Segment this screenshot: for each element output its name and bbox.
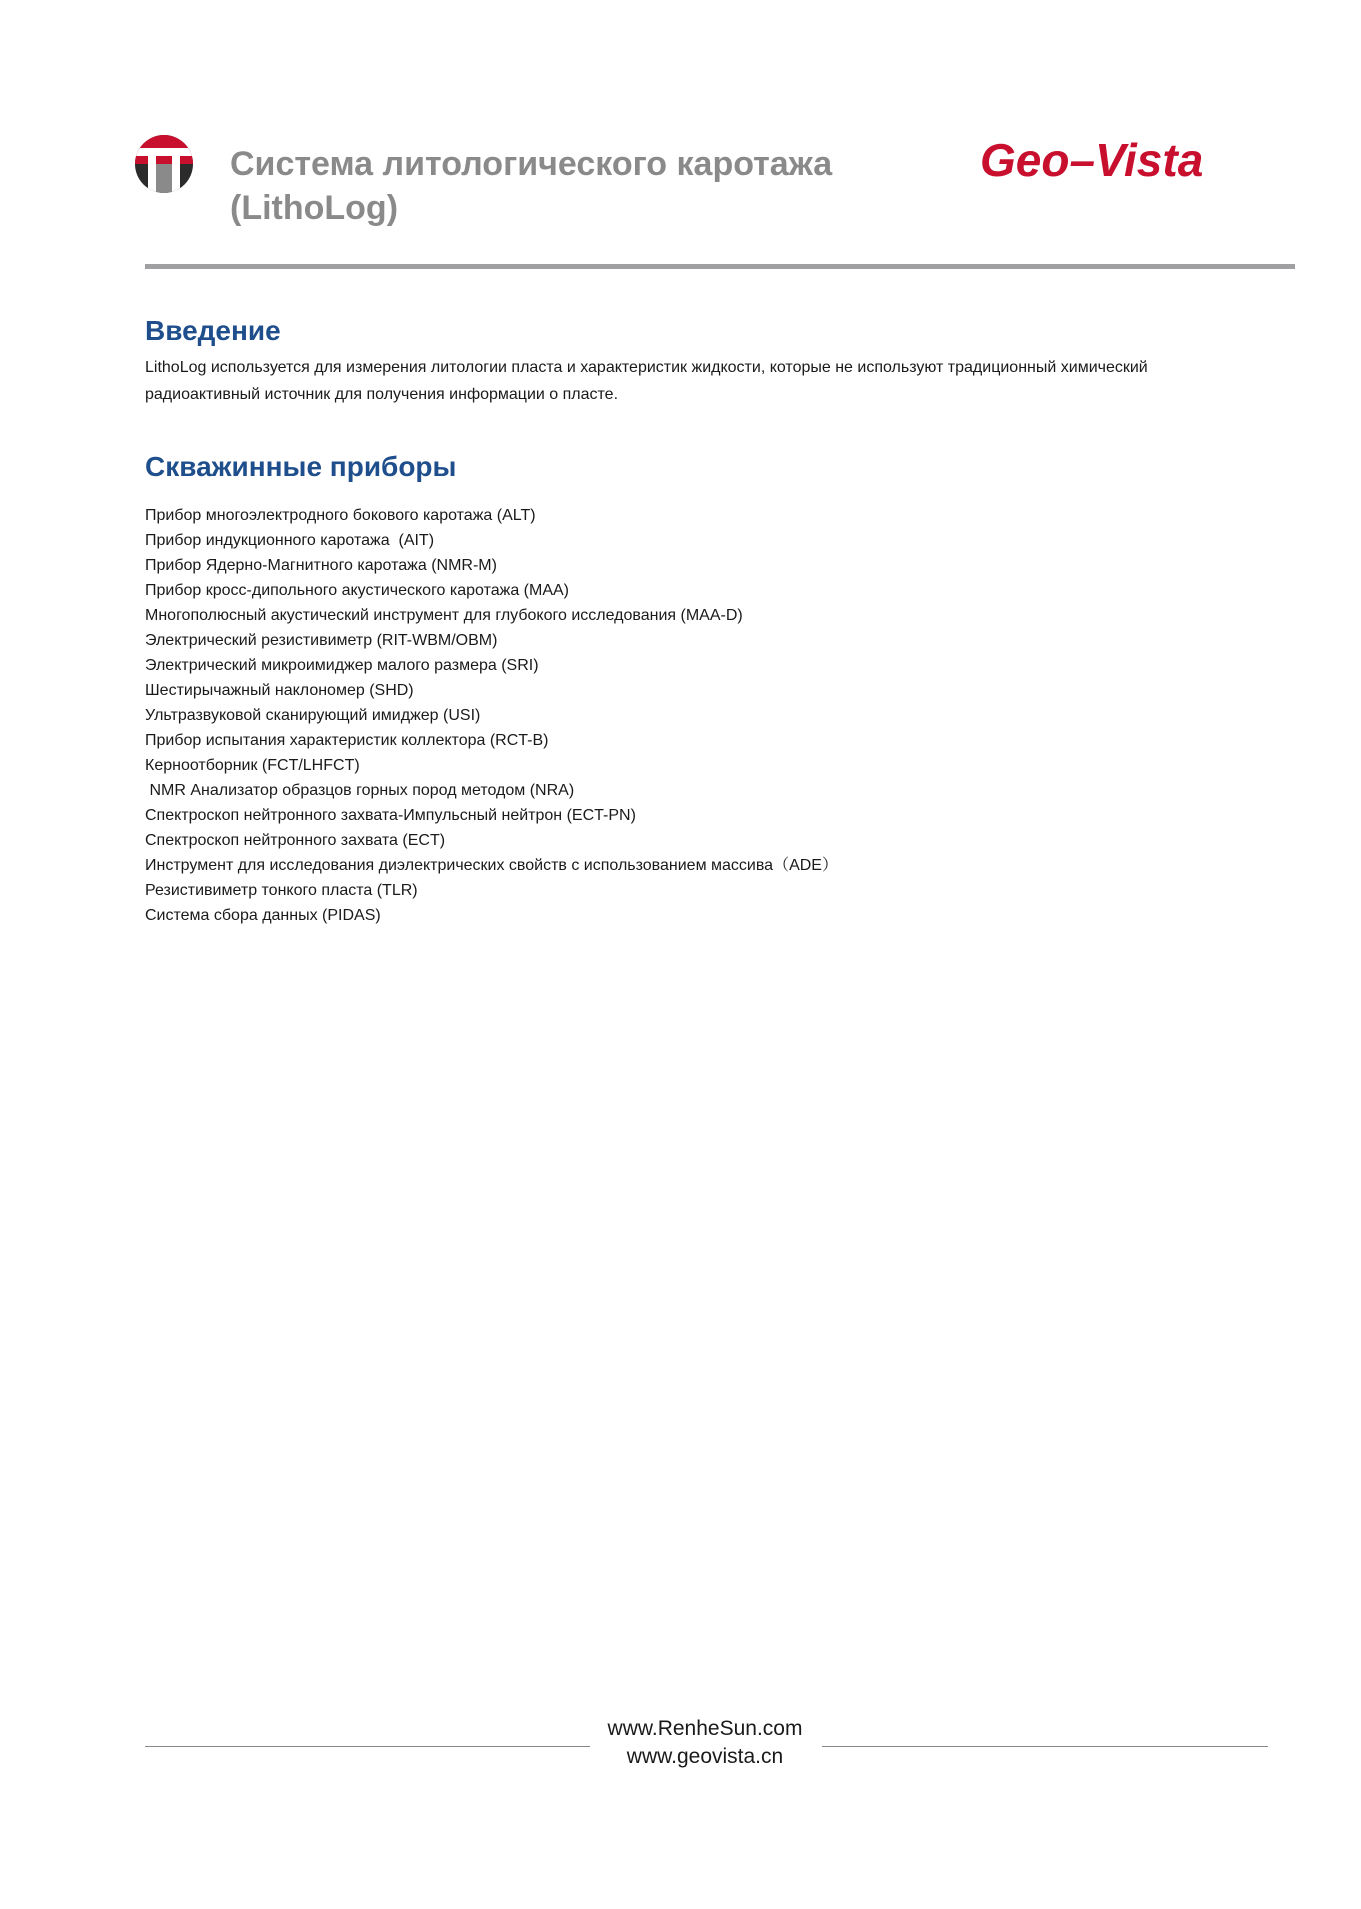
intro-paragraph: LithoLog используется для измерения литологии пласта и характеристик жидкости, которые не используют традиционный химический радиоактивный источник для получения информации о пласте. bbox=[145, 359, 1148, 403]
geo-vista-logo bbox=[970, 128, 1270, 198]
intro-heading: Введение bbox=[145, 315, 281, 346]
list-item: Прибор индукционного каротажа (AIT) bbox=[145, 532, 435, 549]
title-line-2: (LithoLog) bbox=[230, 189, 399, 227]
footer-divider-left bbox=[145, 1746, 590, 1747]
list-item: Электрический резистивиметр (RIT-WBM/OBM) bbox=[145, 632, 498, 649]
document-title bbox=[230, 142, 930, 230]
list-item: Прибор Ядерно-Магнитного каротажа (NMR-M) bbox=[145, 557, 497, 574]
footer-link-renhesun[interactable]: www.RenheSun.com bbox=[607, 1717, 803, 1740]
footer-link-geovista[interactable]: www.geovista.cn bbox=[626, 1745, 784, 1768]
header-divider bbox=[145, 264, 1295, 269]
list-item: NMR Анализатор образцов горных пород методом (NRA) bbox=[145, 782, 575, 799]
list-item: Система сбора данных (PIDAS) bbox=[145, 907, 381, 924]
list-item: Инструмент для исследования диэлектрических свойств с использованием массива（ADE） bbox=[145, 857, 838, 874]
list-item: Прибор многоэлектродного бокового каротажа (ALT) bbox=[145, 507, 536, 524]
list-item: Прибор кросс-дипольного акустического каротажа (MAA) bbox=[145, 582, 570, 599]
list-item: Спектроскоп нейтронного захвата (ECT) bbox=[145, 832, 446, 849]
list-item: Многополюсный акустический инструмент для глубокого исследования (MAA-D) bbox=[145, 607, 743, 624]
company-logo-icon bbox=[134, 134, 194, 194]
list-item: Шестирычажный наклономер (SHD) bbox=[145, 682, 414, 699]
tools-list bbox=[145, 503, 1245, 928]
title-line-1: Система литологического каротажа bbox=[230, 145, 833, 183]
footer-divider-right bbox=[822, 1746, 1268, 1747]
list-item: Спектроскоп нейтронного захвата-Импульсный нейтрон (ECT-PN) bbox=[145, 807, 636, 824]
list-item: Электрический микроимиджер малого размера (SRI) bbox=[145, 657, 539, 674]
list-item: Ультразвуковой сканирующий имиджер (USI) bbox=[145, 707, 481, 724]
list-item: Керноотборник (FCT/LHFCT) bbox=[145, 757, 360, 774]
brand-text: Geo–Vista bbox=[980, 134, 1204, 186]
tools-heading: Скважинные приборы bbox=[145, 451, 457, 482]
list-item: Резистивиметр тонкого пласта (TLR) bbox=[145, 882, 418, 899]
list-item: Прибор испытания характеристик коллектора (RCT-B) bbox=[145, 732, 549, 749]
